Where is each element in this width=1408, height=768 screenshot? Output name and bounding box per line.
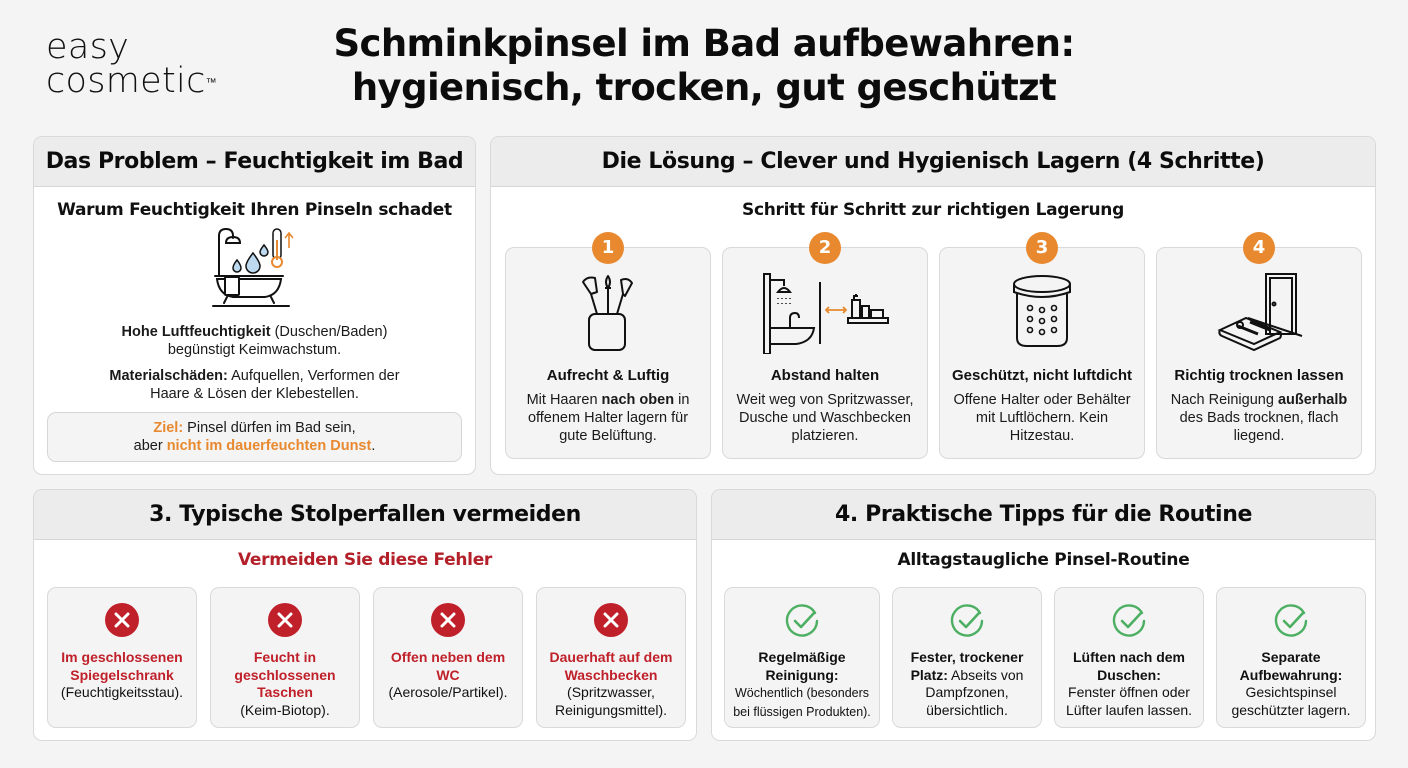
problem-point-material: Materialschäden: Aufquellen, Verformen der Haare & Lösen der Klebestellen.: [109, 368, 400, 402]
bathtub-humidity-icon: [209, 226, 301, 312]
tips-panel: [711, 489, 1376, 741]
step-title: Aufrecht & Luftig: [546, 367, 670, 384]
error-x-icon: [268, 603, 302, 637]
check-circle-icon: [949, 603, 985, 639]
door-towel-drying-icon: [1214, 270, 1304, 354]
ventilated-container-icon: [1007, 270, 1077, 354]
tips-subtitle: Alltagstaugliche Pinsel-Routine: [897, 550, 1190, 570]
brand-line2: cosmetic: [46, 61, 206, 101]
problem-subtitle: Warum Feuchtigkeit Ihren Pinseln schadet: [57, 200, 452, 220]
pitfall-card: Dauerhaft auf dem Waschbecken (Spritzwasser, Reinigungsmittel).: [536, 587, 686, 728]
pitfall-cards: [47, 587, 686, 728]
step-number-badge: 3: [1026, 232, 1058, 264]
title-line2: hygienisch, trocken, gut geschützt: [351, 66, 1057, 109]
check-circle-icon: [1111, 603, 1147, 639]
solution-heading: Die Lösung – Clever und Hygienisch Lagern (4 Schritte): [491, 137, 1375, 187]
solution-steps: [505, 237, 1362, 459]
step-description: Offene Halter oder Behälter mit Luftlöchern. Kein Hitzestau.: [953, 392, 1131, 444]
tip-cards: [724, 587, 1366, 728]
trademark: ™: [205, 76, 217, 89]
tip-card: Fester, trockener Platz: Abseits von Dampfzonen, übersichtlich.: [892, 587, 1042, 728]
title-line1: Schminkpinsel im Bad aufbewahren:: [333, 22, 1075, 65]
problem-heading: Das Problem – Feuchtigkeit im Bad: [34, 137, 475, 187]
brush-holder-icon: [573, 270, 643, 354]
step-description: Nach Reinigung außerhalb des Bads trocknen, flach liegend.: [1170, 392, 1348, 444]
pitfall-card: Im geschlossenen Spiegelschrank (Feuchtigkeitsstau).: [47, 587, 197, 728]
tips-heading: 4. Praktische Tipps für die Routine: [712, 490, 1375, 540]
pitfall-card: Offen neben dem WC (Aerosole/Partikel).: [373, 587, 523, 728]
step-card-1: [505, 237, 711, 459]
error-x-icon: [431, 603, 465, 637]
step-number-badge: 4: [1243, 232, 1275, 264]
step-title: Richtig trocknen lassen: [1174, 367, 1344, 384]
solution-subtitle: Schritt für Schritt zur richtigen Lagerung: [742, 200, 1124, 220]
pitfalls-heading: 3. Typische Stolperfallen vermeiden: [34, 490, 696, 540]
error-x-icon: [594, 603, 628, 637]
step-card-4: [1156, 237, 1362, 459]
check-circle-icon: [1273, 603, 1309, 639]
step-card-2: [722, 237, 928, 459]
solution-panel: [490, 136, 1376, 475]
step-card-3: [939, 237, 1145, 459]
tip-card: Regelmäßige Reinigung: Wöchentlich (besonders bei flüssigen Produkten).: [724, 587, 880, 728]
step-description: Weit weg von Spritzwasser, Dusche und Waschbecken platzieren.: [736, 392, 914, 444]
step-title: Geschützt, nicht luftdicht: [952, 367, 1132, 384]
pitfall-card: Feucht in geschlossenen Taschen (Keim-Biotop).: [210, 587, 360, 728]
step-number-badge: 2: [809, 232, 841, 264]
brand-logo: [46, 27, 217, 101]
error-x-icon: [105, 603, 139, 637]
shower-distance-icon: [760, 270, 890, 354]
page-title: [300, 22, 1108, 110]
problem-panel: [33, 136, 476, 475]
step-number-badge: 1: [592, 232, 624, 264]
pitfalls-panel: [33, 489, 697, 741]
tip-card: Lüften nach dem Duschen: Fenster öffnen oder Lüfter laufen lassen.: [1054, 587, 1204, 728]
check-circle-icon: [784, 603, 820, 639]
goal-callout: Ziel: Pinsel dürfen im Bad sein, aber nicht im dauerfeuchten Dunst.: [47, 412, 462, 462]
problem-point-humidity: Hohe Luftfeuchtigkeit (Duschen/Baden) begünstigt Keimwachstum.: [121, 324, 388, 358]
step-description: Mit Haaren nach oben in offenem Halter lagern für gute Belüftung.: [526, 392, 690, 444]
tip-card: Separate Aufbewahrung: Gesichtspinsel geschützter lagern.: [1216, 587, 1366, 728]
brand-line1: easy: [46, 27, 130, 67]
pitfalls-subtitle: Vermeiden Sie diese Fehler: [237, 550, 493, 570]
step-title: Abstand halten: [770, 367, 880, 384]
